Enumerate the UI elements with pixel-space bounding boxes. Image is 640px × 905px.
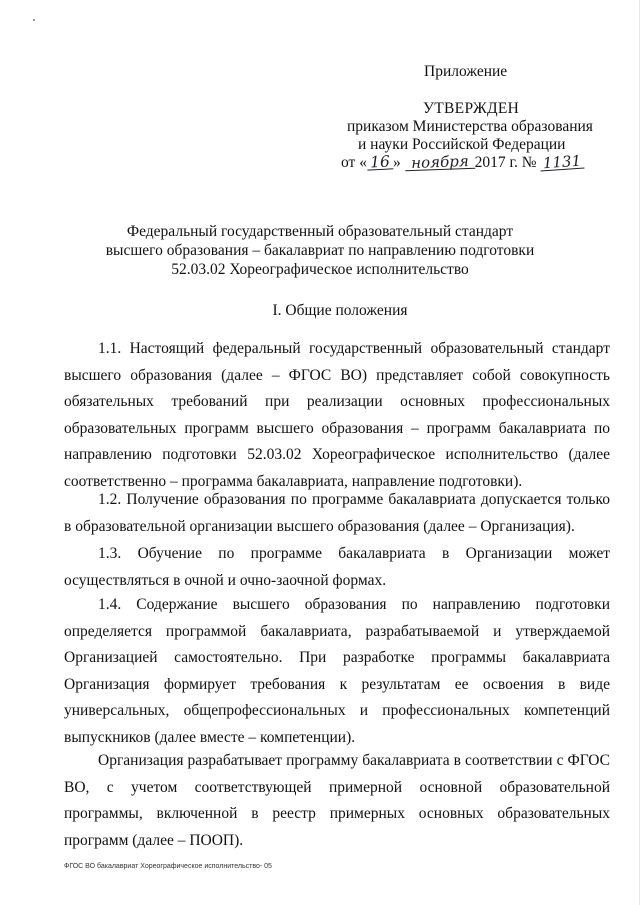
handwritten-month: ноября: [404, 154, 474, 171]
order-line-1: приказом Министерства образования: [347, 118, 593, 135]
title-line-2: высшего образования – бакалавриат по направлению подготовки: [105, 242, 535, 259]
date-quote-close: »: [392, 154, 401, 171]
paragraph-1-3: 1.3. Обучение по программе бакалавриата в Организации может осуществляться в очной и очно-заочной формах.: [64, 545, 610, 589]
date-prefix: от «: [341, 154, 367, 171]
paragraph-organization: Организация разрабатывает программу бакалавриата в соответствии с ФГОС ВО, с учетом соответствующей примерной основной образовательной программы, включенной в реестр примерных основных образовательных программ (далее – ПООП).: [64, 752, 610, 849]
page-footer: ФГОС ВО бакалавриат Хореографическое исполнительство- 05: [64, 863, 272, 870]
approved-label: УТВЕРЖДЕН: [423, 100, 520, 117]
section-heading: I. Общие положения: [272, 302, 408, 319]
title-line-1: Федеральный государственный образовательный стандарт: [126, 223, 514, 240]
paragraph-1-4: 1.4. Содержание высшего образования по направлению подготовки определяется программой бакалавриата, разрабатываемой и утверждаемой Организацией самостоятельно. При разработке программы бакалавриата Организация формирует требования к результатам ее освоения в виде универсальных, общепрофессиональных и профессиональных компетенций выпускников (далее вместе – компетенции).: [64, 596, 610, 746]
handwritten-order-number: 1131: [540, 153, 585, 171]
order-line-2: и науки Российской Федерации: [358, 136, 566, 153]
appendix-label: Приложение: [424, 63, 508, 80]
document-title: [0, 222, 640, 279]
title-line-3: 52.03.02 Хореографическое исполнительство: [171, 261, 469, 278]
paragraph-1-2: 1.2. Получение образования по программе бакалавриата допускается только в образовательной организации высшего образования (далее – Организация).: [64, 491, 610, 535]
scan-speck: [33, 19, 35, 21]
handwritten-day: 16: [367, 154, 394, 170]
paragraph-1-1: 1.1. Настоящий федеральный государственный образовательный стандарт высшего образования (далее – ФГОС ВО) представляет собой совокупность обязательных требований при реализации основных профессиональных образовательных программ высшего образования – программ бакалавриата по направлению подготовки 52.03.02 Хореографическое исполнительство (далее соответственно – программа бакалавриата, направление подготовки).: [64, 340, 610, 490]
order-date-line: [341, 151, 584, 173]
date-year: 2017 г. №: [474, 154, 537, 171]
